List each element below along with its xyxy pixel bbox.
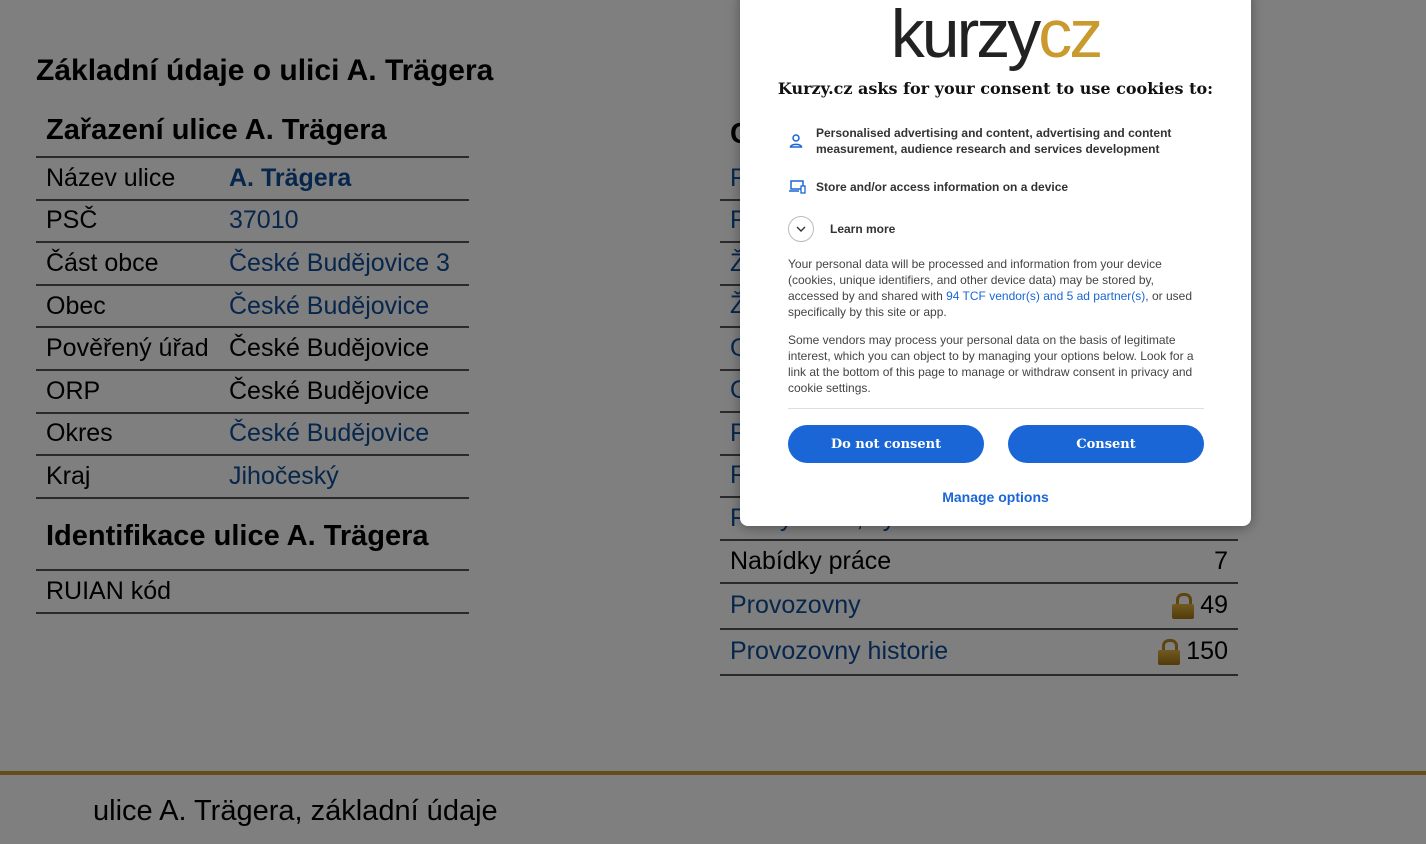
do-not-consent-button[interactable]: Do not consent (788, 425, 984, 463)
purpose-text: Personalised advertising and content, advertising and content measurement, audience research and services development (816, 126, 1172, 156)
consent-title: Kurzy.cz asks for your consent to use cookies to: (777, 79, 1214, 98)
vendors-link[interactable]: 94 TCF vendor(s) and 5 ad partner(s) (946, 289, 1146, 303)
consent-paragraph-1: Your personal data will be processed and information from your device (cookies, unique identifiers, and other device data) may be stored by, accessed by and shared with 94 TCF vendor(s) and 5 ad partner(s), or used specifically by this site or app. (788, 257, 1192, 319)
purpose-item (788, 179, 1186, 195)
learn-more-label[interactable]: Learn more (830, 222, 896, 236)
chevron-down-icon[interactable] (788, 216, 814, 242)
devices-icon (788, 180, 816, 194)
divider (788, 408, 1204, 409)
consent-button[interactable]: Consent (1008, 425, 1204, 463)
purpose-text: Store and/or access information on a device (816, 180, 1069, 194)
manage-options-link[interactable]: Manage options (942, 489, 1049, 505)
person-icon (788, 133, 816, 149)
consent-paragraph-2: Some vendors may process your personal data on the basis of legitimate interest, which you can object to by managing your options below. Look for a link at the bottom of this page to manage or withdraw consent in privacy and cookie settings. (788, 333, 1194, 395)
purpose-item (788, 125, 1186, 157)
kurzy-logo: kurzycz (890, 0, 1101, 72)
learn-more-toggle[interactable] (788, 216, 895, 242)
cookie-consent-dialog (740, 0, 1251, 526)
